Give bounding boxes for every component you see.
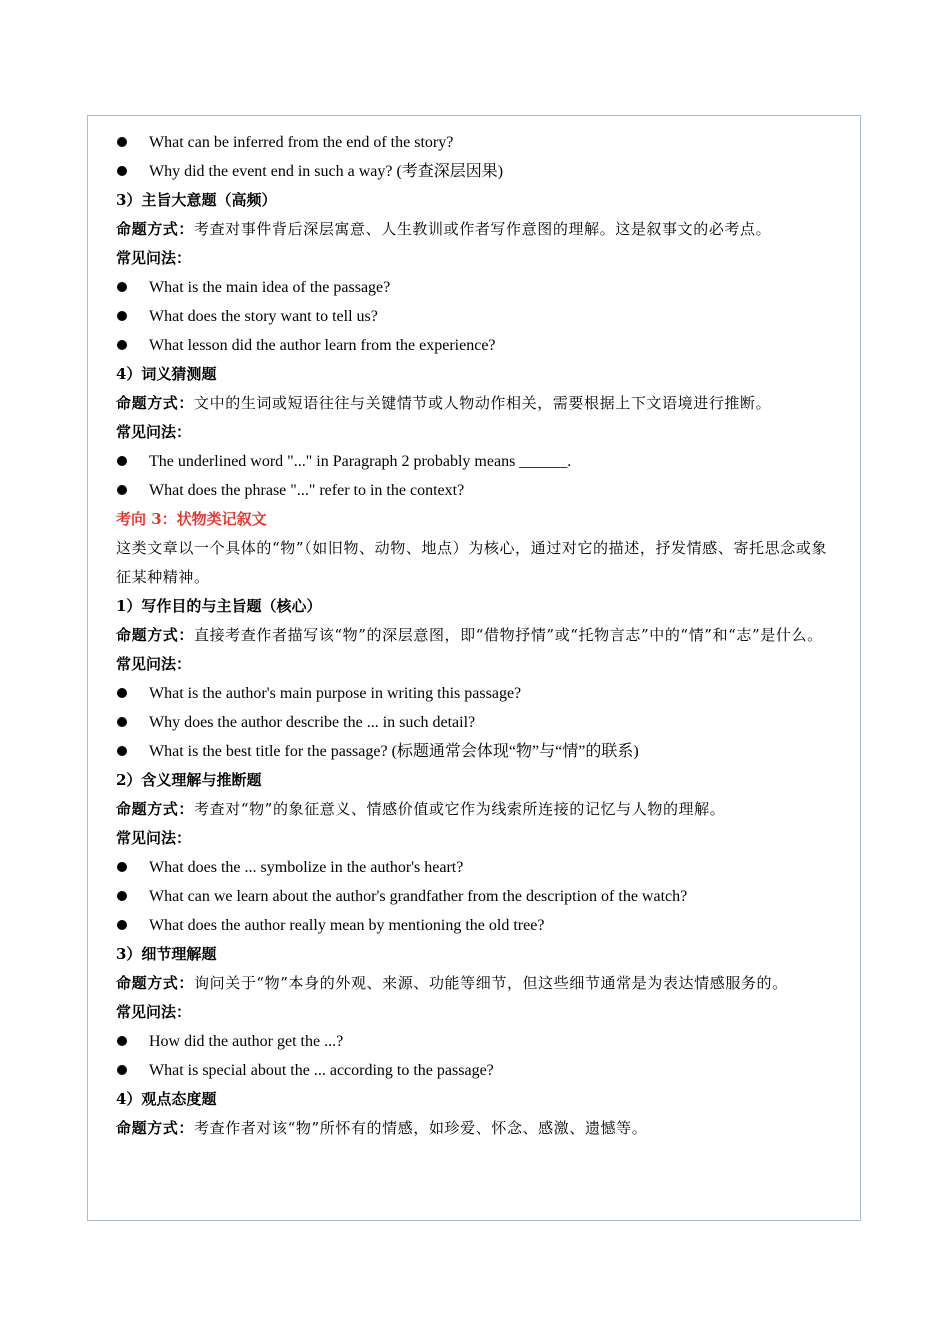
section-heading: 2）含义理解与推断题	[116, 771, 262, 789]
document-body	[116, 128, 836, 1143]
section-heading: 常见问法：	[116, 829, 192, 847]
section-heading: 3）主旨大意题（高频）	[116, 191, 277, 209]
bullet-dot-icon	[117, 311, 127, 321]
bullet-text: What lesson did the author learn from the experience?	[149, 337, 496, 354]
paragraph-label: 命题方式：	[116, 1119, 195, 1137]
bullet-item	[116, 476, 836, 505]
question-method-paragraph	[116, 215, 836, 244]
paragraph-label: 命题方式：	[116, 800, 195, 818]
section-heading: 常见问法：	[116, 655, 192, 673]
bullet-text: Why does the author describe the ... in such detail?	[149, 714, 476, 731]
bullet-item	[116, 447, 836, 476]
bullet-item	[116, 737, 836, 766]
section-heading: 4）观点态度题	[116, 1090, 217, 1108]
bullet-item	[116, 1056, 836, 1085]
paragraph-text: 考查作者对该“物”所怀有的情感，如珍爱、怀念、感激、遗憾等。	[194, 1119, 648, 1137]
question-method-paragraph	[116, 1114, 836, 1143]
bullet-item	[116, 853, 836, 882]
bullet-dot-icon	[117, 862, 127, 872]
section-heading: 常见问法：	[116, 423, 192, 441]
bullet-text: What does the ... symbolize in the author's heart?	[149, 859, 464, 876]
bullet-dot-icon	[117, 746, 127, 756]
bullet-dot-icon	[117, 1036, 127, 1046]
bullet-text: Why did the event end in such a way? (考查深层因果)	[149, 163, 504, 180]
section-heading: 常见问法：	[116, 1003, 192, 1021]
topic-heading: 考向 3：状物类记叙文	[116, 510, 267, 528]
paragraph-label: 命题方式：	[116, 626, 195, 644]
question-method-paragraph	[116, 795, 836, 824]
question-method-paragraph	[116, 969, 836, 998]
intro-paragraph: 这类文章以一个具体的“物”（如旧物、动物、地点）为核心，通过对它的描述，抒发情感、寄托思念或象征某种精神。	[116, 539, 828, 586]
question-method-paragraph	[116, 389, 836, 418]
bullet-text: What is the best title for the passage? (标题通常会体现“物”与“情”的联系)	[149, 743, 639, 760]
paragraph-text: 询问关于“物”本身的外观、来源、功能等细节，但这些细节通常是为表达情感服务的。	[194, 974, 788, 992]
bullet-dot-icon	[117, 137, 127, 147]
bullet-item	[116, 708, 836, 737]
bullet-text: What can be inferred from the end of the story?	[149, 134, 454, 151]
bullet-dot-icon	[117, 485, 127, 495]
bullet-item	[116, 882, 836, 911]
paragraph-text: 文中的生词或短语往往与关键情节或人物动作相关，需要根据上下文语境进行推断。	[194, 394, 772, 412]
bullet-item	[116, 331, 836, 360]
question-method-paragraph	[116, 621, 836, 650]
section-heading: 3）细节理解题	[116, 945, 217, 963]
bullet-text: What can we learn about the author's grandfather from the description of the watch?	[149, 888, 688, 905]
section-heading: 常见问法：	[116, 249, 192, 267]
bullet-item	[116, 911, 836, 940]
bullet-dot-icon	[117, 717, 127, 727]
bullet-text: What does the story want to tell us?	[149, 308, 378, 325]
bullet-item	[116, 302, 836, 331]
bullet-text: How did the author get the ...?	[149, 1033, 344, 1050]
bullet-dot-icon	[117, 340, 127, 350]
paragraph-label: 命题方式：	[116, 394, 195, 412]
bullet-dot-icon	[117, 1065, 127, 1075]
bullet-text: The underlined word "..." in Paragraph 2 probably means ______.	[149, 453, 572, 470]
bullet-item	[116, 128, 836, 157]
bullet-item	[116, 679, 836, 708]
paragraph-text: 考查对事件背后深层寓意、人生教训或作者写作意图的理解。这是叙事文的必考点。	[194, 220, 772, 238]
bullet-dot-icon	[117, 920, 127, 930]
bullet-text: What does the author really mean by mentioning the old tree?	[149, 917, 545, 934]
section-heading: 4）词义猜测题	[116, 365, 217, 383]
bullet-text: What is special about the ... according to the passage?	[149, 1062, 494, 1079]
paragraph-label: 命题方式：	[116, 220, 195, 238]
bullet-item	[116, 157, 836, 186]
bullet-text: What does the phrase "..." refer to in the context?	[149, 482, 465, 499]
bullet-text: What is the author's main purpose in writing this passage?	[149, 685, 522, 702]
bullet-text: What is the main idea of the passage?	[149, 279, 391, 296]
bullet-dot-icon	[117, 282, 127, 292]
paragraph-text: 考查对“物”的象征意义、情感价值或它作为线索所连接的记忆与人物的理解。	[194, 800, 726, 818]
bullet-item	[116, 1027, 836, 1056]
bullet-dot-icon	[117, 688, 127, 698]
bullet-dot-icon	[117, 166, 127, 176]
bullet-dot-icon	[117, 891, 127, 901]
bullet-item	[116, 273, 836, 302]
paragraph-label: 命题方式：	[116, 974, 195, 992]
bullet-dot-icon	[117, 456, 127, 466]
paragraph-text: 直接考查作者描写该“物”的深层意图，即“借物抒情”或“托物言志”中的“情”和“志”是什么。	[194, 626, 823, 644]
section-heading: 1）写作目的与主旨题（核心）	[116, 597, 322, 615]
